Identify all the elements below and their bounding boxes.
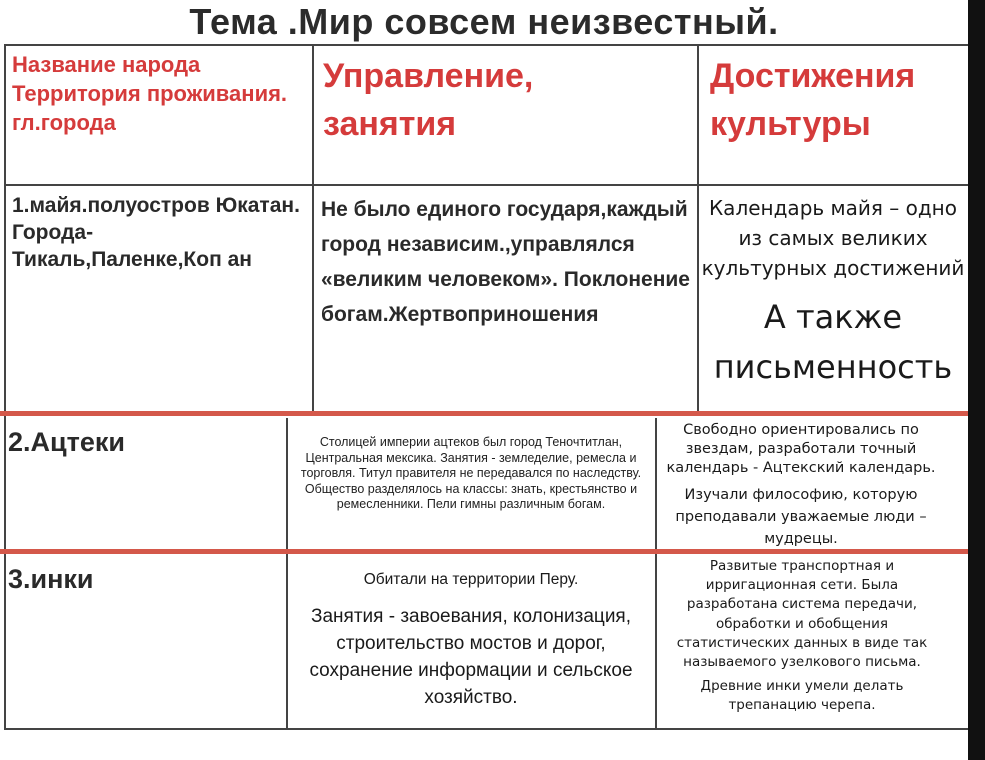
header-people-territory: Название народа Территория проживания. гл.города — [12, 52, 288, 135]
row-divider-1 — [0, 411, 968, 416]
row3-culture-main: Развитые транспортная и ирригационная сети. Была разработана система передачи, обработки и обобщения статистических данных в виде так называемого узелкового письма. — [676, 558, 928, 671]
column-divider-2-lower — [655, 418, 657, 730]
row3-culture-extra: Древние инки умели делать трепанацию черепа. — [700, 678, 904, 713]
screen-edge — [968, 0, 985, 760]
table-left-border — [4, 44, 6, 730]
row1-governance: Не было единого государя,каждый город независим.,управлялся «великим человеком». Поклонение богам.Жертвоприношения — [321, 198, 690, 326]
row1-people: 1.майя.полуостров Юкатан. Города- Тикаль,Паленке,Коп ан — [12, 194, 300, 271]
row3-governance: Занятия - завоевания, колонизация, строительство мостов и дорог, сохранение информации и сельское хозяйство. — [309, 606, 633, 708]
table-top-border — [4, 44, 968, 46]
header-bottom-border — [4, 184, 968, 186]
row3-people: 3.инки — [8, 564, 94, 594]
column-divider-1 — [312, 44, 314, 416]
column-divider-2 — [697, 44, 699, 416]
row1-culture-main: Календарь майя – одно из самых великих культурных достижений — [701, 196, 965, 280]
row2-governance: Столицей империи ацтеков был город Теночтитлан, Центральная мексика. Занятия - земледелие, ремесла и торговля. Титул правителя не передавался по наследству. Общество разделялось на классы: знать, крестьянство и ремесленники. Пели гимны различным богам. — [300, 435, 642, 512]
row3-governance-lead: Обитали на территории Перу. — [363, 571, 579, 588]
table-bottom-border — [4, 728, 968, 730]
row2-culture-extra: Изучали философию, которую преподавали уважаемые люди – мудрецы. — [675, 487, 927, 547]
header-governance: Управление, занятия — [323, 57, 534, 143]
row2-people: 2.Ацтеки — [8, 427, 125, 457]
header-culture: Достижения культуры — [710, 57, 916, 143]
row1-culture-extra: А также письменность — [713, 298, 953, 386]
row2-culture-main: Свободно ориентировались по звездам, разработали точный календарь - Ацтекский календарь. — [666, 422, 936, 476]
column-divider-1-lower — [286, 418, 288, 730]
page-title: Тема .Мир совсем неизвестный. — [189, 1, 779, 42]
